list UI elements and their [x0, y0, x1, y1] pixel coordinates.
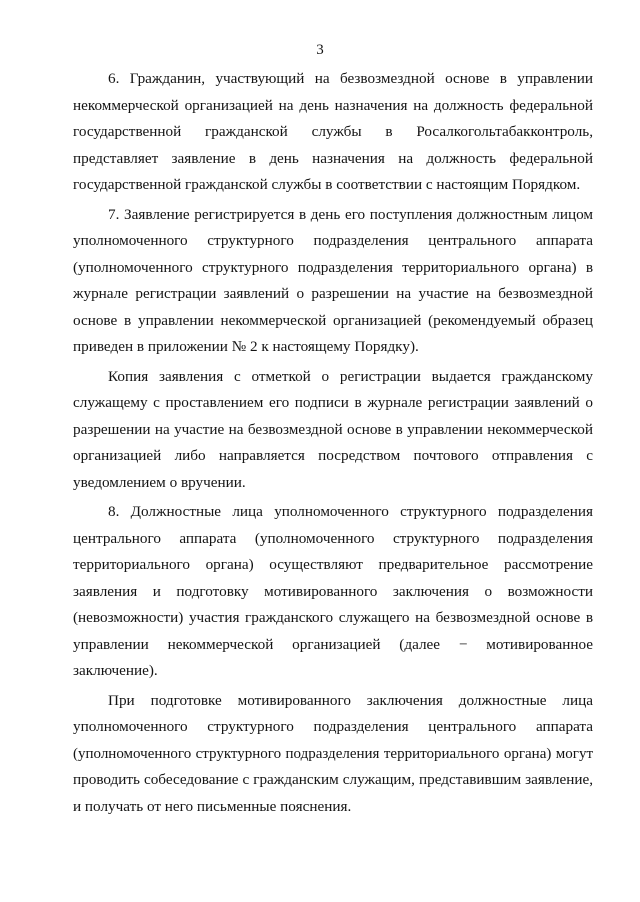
text-line: (уполномоченного структурного подразделения территориального органа) в	[73, 258, 593, 276]
text-line: 6. Гражданин, участвующий на безвозмездной основе в управлении	[108, 70, 593, 87]
text-line: служащему с проставлением его подписи в журнале регистрации заявлений о	[73, 394, 593, 411]
text-line: Копия заявления с отметкой о регистрации выдается гражданскому	[108, 367, 593, 385]
text-line: управлении некоммерческой организацией (далее − мотивированное	[73, 635, 593, 653]
text-line: приведен в приложении № 2 к настоящему Порядку).	[73, 338, 419, 355]
text-line: (уполномоченного структурного подразделения территориального органа) могут	[73, 745, 593, 762]
text-line: организацией либо направляется посредством почтового отправления с	[73, 447, 593, 464]
text-line: (невозможности) участия гражданского служащего на безвозмездной основе в	[73, 609, 593, 626]
text-line: журнале регистрации заявлений о разрешении на участие на безвозмездной	[73, 285, 593, 302]
text-line: уполномоченного структурного подразделения центрального аппарата	[73, 232, 593, 249]
paragraph-copy	[73, 364, 593, 497]
text-line: и получать от него письменные пояснения.	[73, 797, 352, 815]
text-line: государственной гражданской службы в Росалкогольтабакконтроль,	[73, 123, 593, 140]
text-line: представляет заявление в день назначения на должность федеральной	[73, 149, 593, 167]
document-body	[73, 66, 593, 820]
text-line: разрешении на участие на безвозмездной основе в управлении некоммерческой	[73, 420, 593, 438]
text-line: 8. Должностные лица уполномоченного структурного подразделения	[108, 503, 593, 520]
text-line: уполномоченного структурного подразделения центрального аппарата	[73, 718, 593, 735]
text-line: центрального аппарата (уполномоченного структурного подразделения	[73, 529, 593, 547]
text-line: основе в управлении некоммерческой организацией (рекомендуемый образец	[73, 311, 593, 329]
text-line: проводить собеседование с гражданским служащим, представившим заявление,	[73, 771, 593, 788]
text-line: заключение).	[73, 662, 158, 679]
paragraph-6	[73, 66, 593, 199]
paragraph-7	[73, 202, 593, 361]
paragraph-8	[73, 499, 593, 685]
paragraph-preparation	[73, 688, 593, 821]
text-line: государственной гражданской службы в соответствии с настоящим Порядком.	[73, 176, 581, 193]
text-line: уведомлением о вручении.	[73, 473, 246, 491]
text-line: некоммерческой организацией на день назначения на должность федеральной	[73, 96, 593, 114]
text-line: территориального органа) осуществляют предварительное рассмотрение	[73, 556, 593, 573]
text-line: 7. Заявление регистрируется в день его поступления должностным лицом	[108, 205, 593, 223]
text-line: заявления и подготовку мотивированного заключения о возможности	[73, 582, 593, 600]
page-number: 3	[316, 42, 324, 58]
text-line: При подготовке мотивированного заключения должностные лица	[108, 691, 593, 709]
